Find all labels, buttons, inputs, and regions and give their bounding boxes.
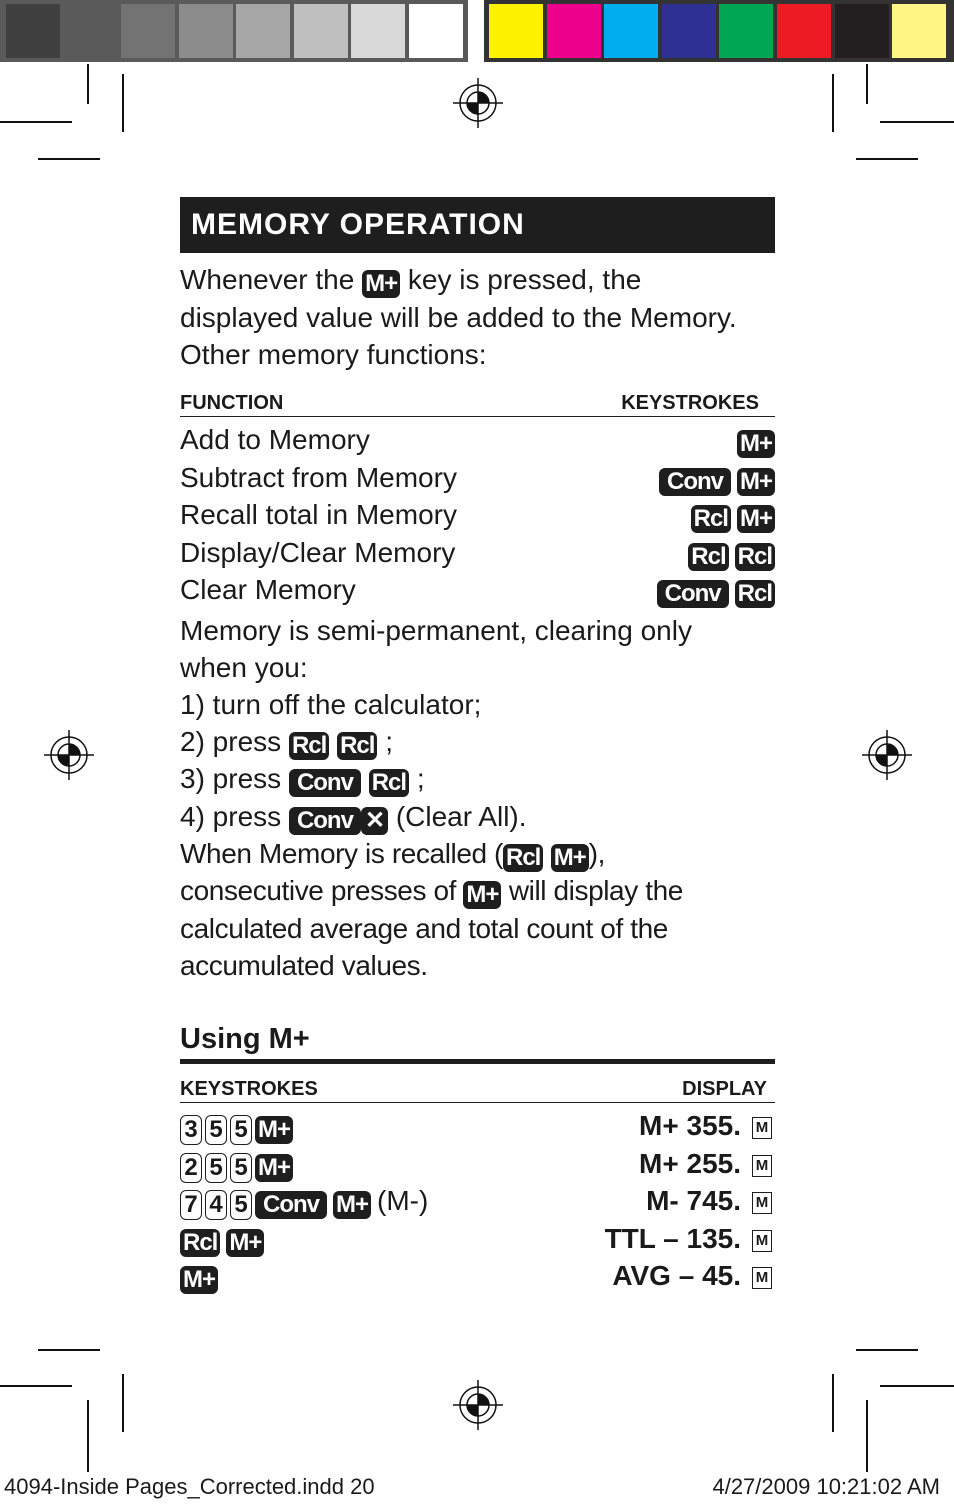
- crop-mark: [0, 121, 72, 123]
- color-swatch: [777, 4, 831, 58]
- keystrokes-column-header: KEYSTROKES: [180, 1078, 318, 1100]
- crop-mark: [832, 74, 834, 132]
- display-value: M+ 255.: [639, 1147, 741, 1179]
- digit-key-icon: 5: [205, 1153, 227, 1183]
- note-text: 2) press: [180, 726, 282, 757]
- gray-swatch: [236, 4, 290, 58]
- m-plus-key-icon: M+: [255, 1116, 293, 1144]
- gray-swatch: [351, 4, 405, 58]
- color-swatch: [489, 4, 543, 58]
- display-value: M+ 355.: [639, 1110, 741, 1141]
- function-label: Clear Memory: [180, 574, 356, 605]
- function-row: [180, 424, 775, 461]
- m-plus-key-icon: M+: [333, 1191, 371, 1219]
- note-text: ;: [385, 726, 393, 757]
- m-plus-key-icon: M+: [180, 1266, 218, 1294]
- m-plus-key-icon: M+: [226, 1229, 264, 1257]
- example-keystrokes: [180, 1110, 299, 1145]
- crop-mark: [880, 121, 954, 123]
- display-value: M- 745.: [646, 1185, 741, 1216]
- color-swatch: [892, 4, 946, 58]
- rcl-key-icon: Rcl: [337, 732, 377, 760]
- crop-mark: [856, 1349, 918, 1351]
- function-table-header: [180, 392, 775, 417]
- crop-mark: [832, 1374, 834, 1432]
- keystroke-sequence: [685, 499, 775, 533]
- keystrokes-column-header: KEYSTROKES: [621, 392, 759, 414]
- rcl-key-icon: Rcl: [289, 732, 329, 760]
- crop-mark: [880, 1385, 954, 1387]
- recall-line-4: accumulated values.: [180, 950, 428, 981]
- example-note: (M-): [377, 1185, 429, 1216]
- crop-mark: [0, 1385, 72, 1387]
- function-label: Add to Memory: [180, 424, 370, 455]
- keystroke-sequence: [651, 574, 775, 608]
- example-row: [180, 1110, 775, 1147]
- note-line: when you:: [180, 652, 308, 683]
- registration-mark-icon: [44, 730, 94, 780]
- using-table-header: [180, 1078, 775, 1103]
- keystroke-sequence: [682, 537, 775, 571]
- intro-text: key is pressed, the: [407, 264, 642, 295]
- rcl-key-icon: Rcl: [503, 844, 543, 872]
- crop-mark: [122, 1374, 124, 1432]
- digit-key-icon: 2: [180, 1153, 202, 1183]
- digit-key-icon: 5: [230, 1190, 252, 1220]
- example-keystrokes: [180, 1260, 224, 1294]
- color-swatch: [604, 4, 658, 58]
- function-row: [180, 537, 775, 574]
- crop-mark: [38, 1349, 100, 1351]
- crop-mark: [87, 1400, 89, 1472]
- conv-key-icon: Conv: [659, 468, 731, 496]
- note-text: (Clear All).: [395, 801, 527, 832]
- display-value: TTL – 135.: [604, 1222, 741, 1254]
- section-header: [180, 197, 775, 253]
- crop-mark: [122, 74, 124, 132]
- m-plus-key-icon: M+: [463, 881, 501, 909]
- function-column-header: FUNCTION: [180, 392, 284, 414]
- conv-key-icon: Conv: [289, 807, 361, 835]
- rcl-key-icon: Rcl: [691, 505, 731, 533]
- memory-indicator-icon: M: [752, 1267, 772, 1289]
- m-plus-key-icon: M+: [737, 468, 775, 496]
- color-swatch: [547, 4, 601, 58]
- color-swatch: [719, 4, 773, 58]
- note-item-1: 1) turn off the calculator;: [180, 689, 482, 720]
- m-plus-key-icon: M+: [737, 430, 775, 458]
- note-text: ),: [588, 838, 606, 869]
- gray-swatch: [64, 4, 118, 58]
- gray-swatch: [121, 4, 175, 58]
- crop-mark: [856, 158, 918, 160]
- footer-timestamp: 4/27/2009 10:21:02 AM: [712, 1474, 940, 1499]
- color-swatch: [662, 4, 716, 58]
- display-value: AVG – 45.: [612, 1260, 741, 1291]
- rcl-key-icon: Rcl: [735, 543, 775, 571]
- rcl-key-icon: Rcl: [735, 580, 775, 608]
- section-title: MEMORY OPERATION: [191, 208, 525, 241]
- example-row: [180, 1223, 775, 1260]
- intro-line-2: displayed value will be added to the Memory.: [180, 302, 737, 333]
- rcl-key-icon: Rcl: [688, 543, 728, 571]
- intro-line-1: [180, 261, 641, 299]
- digit-key-icon: 5: [205, 1115, 227, 1145]
- using-m-plus-heading: Using M+: [180, 1023, 775, 1064]
- m-plus-key-icon: M+: [551, 844, 589, 872]
- crop-mark: [866, 64, 868, 104]
- registration-mark-icon: [453, 1380, 503, 1430]
- rcl-key-icon: Rcl: [369, 769, 409, 797]
- rcl-key-icon: Rcl: [180, 1229, 220, 1257]
- memory-indicator-icon: M: [752, 1117, 772, 1139]
- example-keystrokes: [180, 1148, 299, 1183]
- digit-key-icon: 5: [230, 1115, 252, 1145]
- gray-swatch: [6, 4, 60, 58]
- registration-mark-icon: [862, 730, 912, 780]
- gray-swatch: [294, 4, 348, 58]
- crop-mark: [38, 158, 100, 160]
- note-line: Memory is semi-permanent, clearing only: [180, 615, 692, 646]
- conv-key-icon: Conv: [657, 580, 729, 608]
- example-keystrokes: [180, 1185, 428, 1220]
- intro-line-3: Other memory functions:: [180, 339, 487, 370]
- example-keystrokes: [180, 1223, 270, 1257]
- recall-line-3: calculated average and total count of the: [180, 913, 668, 944]
- note-text: ;: [416, 763, 425, 794]
- clear-all-key-icon: ✕: [361, 807, 388, 835]
- example-row: [180, 1260, 775, 1297]
- digit-key-icon: 7: [180, 1190, 202, 1220]
- function-label: Subtract from Memory: [180, 461, 457, 493]
- digit-key-icon: 3: [180, 1115, 202, 1145]
- recall-line-2: [180, 872, 683, 910]
- function-row: [180, 499, 775, 536]
- function-label: Recall total in Memory: [180, 499, 457, 530]
- registration-mark-icon: [453, 78, 503, 128]
- conv-key-icon: Conv: [289, 769, 361, 797]
- digit-key-icon: 5: [230, 1153, 252, 1183]
- intro-text: Whenever the: [180, 264, 355, 295]
- function-row: [180, 574, 775, 611]
- example-row: [180, 1148, 775, 1185]
- display-column-header: DISPLAY: [682, 1078, 767, 1100]
- crop-mark: [87, 64, 89, 104]
- gray-swatch: [409, 4, 463, 58]
- note-item-2: [180, 723, 393, 761]
- digit-key-icon: 4: [205, 1190, 227, 1220]
- recall-line-1: [180, 835, 605, 873]
- crop-mark: [866, 1400, 868, 1472]
- keystroke-sequence: [653, 462, 775, 496]
- keystroke-sequence: [731, 424, 775, 458]
- footer-filename: 4094-Inside Pages_Corrected.indd 20: [4, 1474, 375, 1499]
- m-plus-key-icon: M+: [737, 505, 775, 533]
- m-plus-key-icon: M+: [362, 270, 400, 298]
- conv-key-icon: Conv: [255, 1191, 327, 1219]
- memory-indicator-icon: M: [752, 1155, 772, 1177]
- function-row: [180, 462, 775, 499]
- note-text: will display the: [508, 875, 683, 906]
- function-label: Display/Clear Memory: [180, 536, 456, 568]
- note-text: 3) press: [180, 763, 282, 794]
- m-plus-key-icon: M+: [255, 1154, 293, 1182]
- color-swatch: [835, 4, 889, 58]
- gray-swatch: [179, 4, 233, 58]
- note-text: consecutive presses of: [180, 875, 457, 906]
- note-item-3: [180, 760, 425, 798]
- note-text: 4) press: [180, 801, 282, 832]
- note-text: When Memory is recalled (: [180, 838, 503, 869]
- memory-indicator-icon: M: [752, 1192, 772, 1214]
- note-item-4: [180, 798, 527, 836]
- example-row: [180, 1185, 775, 1222]
- memory-indicator-icon: M: [752, 1230, 772, 1252]
